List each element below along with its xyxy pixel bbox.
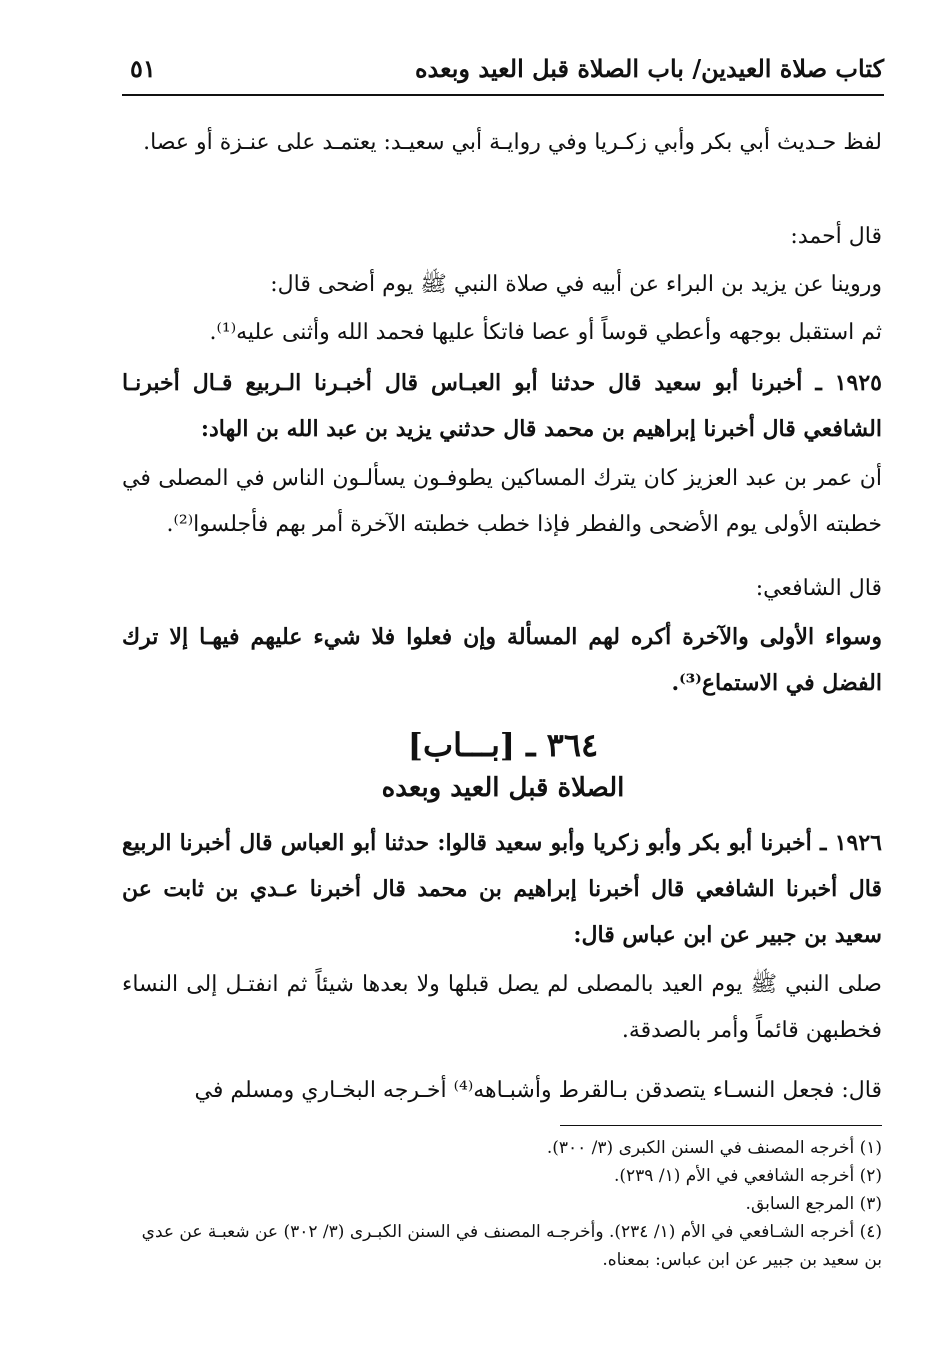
paragraph-8: وسواء الأولى والآخرة أكره لهم المسألة وإن فعلوا فلا شيء عليهم فيهـا إلا ترك الفضل في الاستماع⁽³⁾. [122,624,882,696]
paragraph-3: وروينا عن يزيد بن البراء عن أبيه في صلاة النبي ﷺ يوم أضحى قال: [270,272,882,297]
chapter-number: ٣٦٤ ـ [بـــاب] [407,726,599,764]
chapter-title: الصلاة قبل العيد وبعده [381,773,625,803]
paragraph-9: ١٩٢٦ ـ أخبرنا أبو بكر وأبو زكريا وأبو سعيد قالوا: حدثنا أبو العباس قال أخبرنا الربيع قال أخبرنا الشافعي قال أخبرنا إبراهيم بن محمد قال أخبرنا عـدي بن ثابت عن سعيد بن جبير عن ابن عباس قال: [122,830,882,948]
paragraph-1: لفظ حـديث أبي بكر وأبي زكـريا وفي روايـة أبي سعيـد: يعتمـد على عنـزة أو عصا. [143,130,882,155]
page-number: ٥١ [130,54,156,83]
page-header [122,52,884,96]
footnotes [122,1134,882,1274]
paragraph-11: قال: فجعل النسـاء يتصدقن بـالقرط وأشبـاهه⁽⁴⁾ أخـرجه البخـاري ومسلم في [194,1078,882,1103]
paragraph-7: قال الشافعي: [755,576,882,601]
paragraph-4: ثم استقبل بوجهه وأعطي قوساً أو عصا فاتكأ عليها فحمد الله وأثنى عليه⁽¹⁾. [209,320,882,345]
footnote-1: (١) أخرجه المصنف في السنن الكبرى (٣/ ٣٠٠). [546,1138,882,1158]
paragraph-6: أن عمر بن عبد العزيز كان يترك المساكين يطوفـون يسألـون الناس في المصلى في خطبته الأولى يوم الأضحى والفطر فإذا خطب خطبته الآخرة أمر بهم فأجلسوا⁽²⁾. [122,466,882,537]
paragraph-5: ١٩٢٥ ـ أخبرنا أبو سعيد قال حدثنا أبو العبـاس قال أخبـرنا الـربيع قـال أخبرنـا الشافعي قال أخبرنا إبراهيم بن محمد قال حدثني يزيد بن عبد الله بن الهاد: [122,370,882,442]
running-title: كتاب صلاة العيدين/ باب الصلاة قبل العيد وبعده [414,54,884,83]
footnote-separator [560,1125,882,1126]
footnote-3: (٣) المرجع السابق. [745,1194,882,1214]
paragraph-10: صلى النبي ﷺ يوم العيد بالمصلى لم يصل قبلها ولا بعدها شيئاً ثم انفتـل إلى النساء فخطبهن قائماً وأمر بالصدقة. [122,972,882,1043]
footnote-4: (٤) أخرجه الشـافعي في الأم (١/ ٢٣٤). وأخرجـه المصنف في السنن الكبـرى (٣/ ٣٠٢) عن شعبـة عن عدي بن سعيد بن جبير عن ابن عباس: بمعناه. [141,1222,882,1270]
footnote-2: (٢) أخرجه الشافعي في الأم (١/ ٢٣٩). [613,1166,882,1186]
paragraph-2: قال أحمد: [790,224,882,249]
